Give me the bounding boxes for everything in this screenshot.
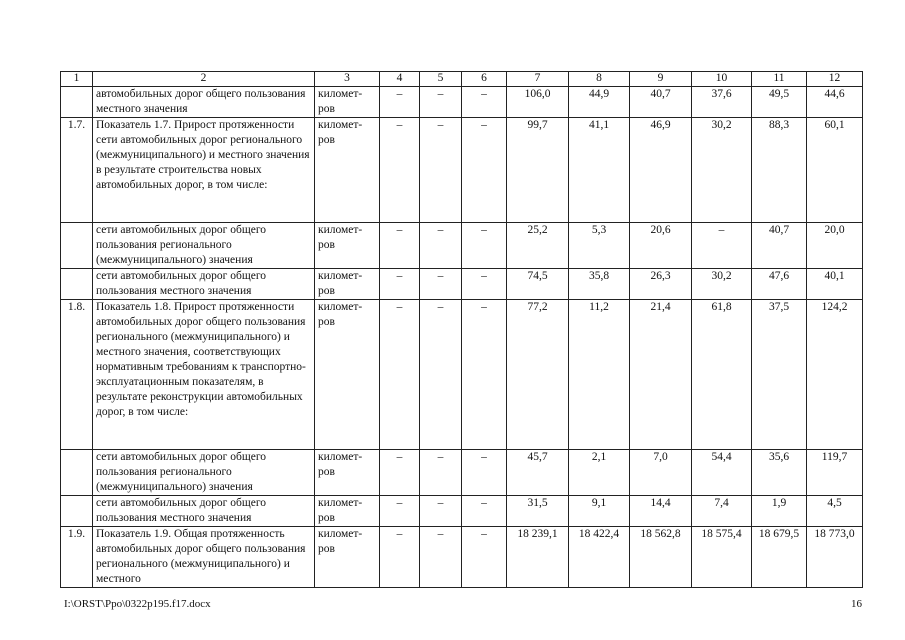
value-cell: –	[420, 87, 462, 118]
value-cell: 25,2	[507, 223, 569, 269]
value-cell: –	[420, 118, 462, 223]
value-cell: –	[420, 269, 462, 300]
indicator-name: автомобильных дорог общего пользования местного значения	[93, 87, 315, 118]
document-path: I:\ORST\Ppo\0322p195.f17.docx	[64, 598, 211, 610]
value-cell: 18 773,0	[807, 527, 863, 588]
value-cell: –	[380, 450, 420, 496]
value-cell: 20,6	[630, 223, 692, 269]
value-cell: 74,5	[507, 269, 569, 300]
value-cell: 2,1	[569, 450, 630, 496]
value-cell: 35,6	[752, 450, 807, 496]
value-cell: 37,5	[752, 300, 807, 450]
table-row	[61, 269, 863, 300]
value-cell: –	[380, 223, 420, 269]
value-cell: –	[692, 223, 752, 269]
unit-cell: километ-ров	[315, 118, 380, 223]
value-cell: 40,7	[630, 87, 692, 118]
col-header: 11	[752, 72, 807, 87]
value-cell: 11,2	[569, 300, 630, 450]
value-cell: –	[462, 269, 507, 300]
value-cell: 44,9	[569, 87, 630, 118]
table-row	[61, 223, 863, 269]
value-cell: –	[462, 527, 507, 588]
table-row	[61, 300, 863, 450]
value-cell: –	[380, 118, 420, 223]
value-cell: –	[462, 87, 507, 118]
row-number: 1.8.	[61, 300, 93, 450]
indicators-table	[60, 71, 863, 588]
value-cell: 26,3	[630, 269, 692, 300]
table-row	[61, 527, 863, 588]
value-cell: 54,4	[692, 450, 752, 496]
column-number-row	[61, 72, 863, 87]
col-header: 1	[61, 72, 93, 87]
value-cell: –	[420, 450, 462, 496]
value-cell: –	[462, 223, 507, 269]
page-number: 16	[851, 598, 862, 610]
value-cell: 88,3	[752, 118, 807, 223]
value-cell: 7,0	[630, 450, 692, 496]
value-cell: 30,2	[692, 118, 752, 223]
table-row	[61, 87, 863, 118]
value-cell: 47,6	[752, 269, 807, 300]
unit-cell: километ-ров	[315, 223, 380, 269]
value-cell: 18 422,4	[569, 527, 630, 588]
value-cell: –	[380, 300, 420, 450]
col-header: 5	[420, 72, 462, 87]
unit-cell: километ-ров	[315, 87, 380, 118]
unit-cell: километ-ров	[315, 496, 380, 527]
value-cell: 30,2	[692, 269, 752, 300]
value-cell: 7,4	[692, 496, 752, 527]
value-cell: 44,6	[807, 87, 863, 118]
value-cell: 49,5	[752, 87, 807, 118]
unit-cell: километ-ров	[315, 450, 380, 496]
row-number	[61, 87, 93, 118]
unit-cell: километ-ров	[315, 527, 380, 588]
value-cell: 41,1	[569, 118, 630, 223]
col-header: 3	[315, 72, 380, 87]
value-cell: 61,8	[692, 300, 752, 450]
value-cell: 40,1	[807, 269, 863, 300]
indicator-name: Показатель 1.9. Общая протяженность автомобильных дорог общего пользования регионального (межмуниципального) и местного	[93, 527, 315, 588]
value-cell: 18 679,5	[752, 527, 807, 588]
value-cell: –	[420, 300, 462, 450]
value-cell: –	[420, 496, 462, 527]
value-cell: –	[462, 300, 507, 450]
value-cell: 5,3	[569, 223, 630, 269]
col-header: 2	[93, 72, 315, 87]
value-cell: –	[380, 496, 420, 527]
col-header: 4	[380, 72, 420, 87]
value-cell: 60,1	[807, 118, 863, 223]
row-number	[61, 223, 93, 269]
value-cell: 45,7	[507, 450, 569, 496]
unit-cell: километ-ров	[315, 300, 380, 450]
value-cell: 4,5	[807, 496, 863, 527]
value-cell: 46,9	[630, 118, 692, 223]
row-number: 1.7.	[61, 118, 93, 223]
col-header: 6	[462, 72, 507, 87]
value-cell: 37,6	[692, 87, 752, 118]
indicator-name: сети автомобильных дорог общего пользования местного значения	[93, 496, 315, 527]
value-cell: 35,8	[569, 269, 630, 300]
indicator-name: сети автомобильных дорог общего пользования регионального (межмуниципального) значения	[93, 223, 315, 269]
value-cell: 99,7	[507, 118, 569, 223]
col-header: 10	[692, 72, 752, 87]
value-cell: –	[462, 496, 507, 527]
value-cell: 77,2	[507, 300, 569, 450]
row-number	[61, 450, 93, 496]
value-cell: 20,0	[807, 223, 863, 269]
col-header: 8	[569, 72, 630, 87]
value-cell: 18 562,8	[630, 527, 692, 588]
value-cell: –	[380, 269, 420, 300]
value-cell: –	[380, 527, 420, 588]
indicator-name: Показатель 1.8. Прирост протяженности автомобильных дорог общего пользования регионального (межмуниципального) и местного значения, соответствующих нормативным требованиям к транспортно-эксплуатационным показателям, в результате реконструкции автомобильных дорог, в том числе:	[93, 300, 315, 450]
value-cell: –	[462, 118, 507, 223]
value-cell: 1,9	[752, 496, 807, 527]
value-cell: –	[420, 223, 462, 269]
value-cell: –	[380, 87, 420, 118]
col-header: 7	[507, 72, 569, 87]
table-row	[61, 118, 863, 223]
value-cell: 18 239,1	[507, 527, 569, 588]
indicator-name: Показатель 1.7. Прирост протяженности сети автомобильных дорог регионального (межмуниципального) и местного значения в результате строительства новых автомобильных дорог, в том числе:	[93, 118, 315, 223]
row-number	[61, 496, 93, 527]
table-row	[61, 496, 863, 527]
col-header: 12	[807, 72, 863, 87]
indicator-name: сети автомобильных дорог общего пользования местного значения	[93, 269, 315, 300]
row-number: 1.9.	[61, 527, 93, 588]
indicator-name: сети автомобильных дорог общего пользования регионального (межмуниципального) значения	[93, 450, 315, 496]
value-cell: 106,0	[507, 87, 569, 118]
value-cell: 124,2	[807, 300, 863, 450]
row-number	[61, 269, 93, 300]
value-cell: 31,5	[507, 496, 569, 527]
value-cell: 21,4	[630, 300, 692, 450]
value-cell: –	[420, 527, 462, 588]
unit-cell: километ-ров	[315, 269, 380, 300]
value-cell: –	[462, 450, 507, 496]
value-cell: 18 575,4	[692, 527, 752, 588]
table-row	[61, 450, 863, 496]
value-cell: 14,4	[630, 496, 692, 527]
value-cell: 40,7	[752, 223, 807, 269]
value-cell: 9,1	[569, 496, 630, 527]
value-cell: 119,7	[807, 450, 863, 496]
col-header: 9	[630, 72, 692, 87]
